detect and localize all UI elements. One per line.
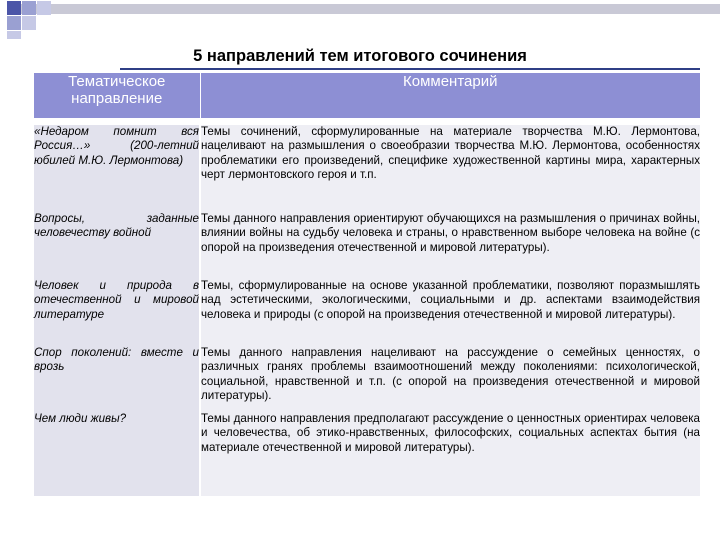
decorative-squares <box>0 0 720 40</box>
row-topic: «Недаром помнит вся Россия…» (200-летний юбилей М.Ю. Лермонтова) <box>34 125 200 212</box>
table-row <box>34 412 700 496</box>
row-topic: Вопросы, заданные человечеству войной <box>34 212 200 279</box>
header-topic: Тематическое направление <box>34 73 200 118</box>
table-row <box>34 125 700 212</box>
title-underline <box>120 68 700 70</box>
table-header-row <box>34 73 700 118</box>
table-row <box>34 212 700 279</box>
row-comment: Темы данного направления предполагают рассуждение о ценностных ориентирах человека и человечества, об этико-нравственных, философских, социальных аспектах бытия (на материале отечественной и мировой литературы). <box>200 412 700 496</box>
row-topic: Человек и природа в отечественной и мировой литературе <box>34 279 200 346</box>
header-spacer <box>34 118 700 125</box>
row-comment: Темы сочинений, сформулированные на материале творчества М.Ю. Лермонтова, нацеливают на размышления о своеобразии творчества М.Ю. Лермонтова, особенностях проблематики его произведений, специфике художественной картины мира, характерных черт лермонтовского героя и т.п. <box>200 125 700 212</box>
row-comment: Темы данного направления нацеливают на рассуждение о семейных ценностях, о различных гранях проблемы взаимоотношений между поколениями: психологической, социальной, нравственной и т.п. (с опорой на произведения отечественной и мировой литературы). <box>200 346 700 412</box>
table-row <box>34 279 700 346</box>
row-comment: Темы, сформулированные на основе указанной проблематики, позволяют поразмышлять над эстетическими, экологическими, социальными и др. аспектами взаимодействия человека и природы (с опорой на произведения отечественной и мировой литературы). <box>200 279 700 346</box>
row-comment: Темы данного направления ориентируют обучающихся на размышления о причинах войны, влиянии войны на судьбу человека и страны, о нравственном выборе человека на войне (с опорой на произведения отечественной и мировой литературы). <box>200 212 700 279</box>
page-title: 5 направлений тем итогового сочинения <box>193 47 527 65</box>
header-comment: Комментарий <box>200 73 700 118</box>
row-topic: Спор поколений: вместе и врозь <box>34 346 200 412</box>
table-row <box>34 346 700 412</box>
row-topic: Чем люди живы? <box>34 412 200 496</box>
topics-table <box>34 73 700 496</box>
